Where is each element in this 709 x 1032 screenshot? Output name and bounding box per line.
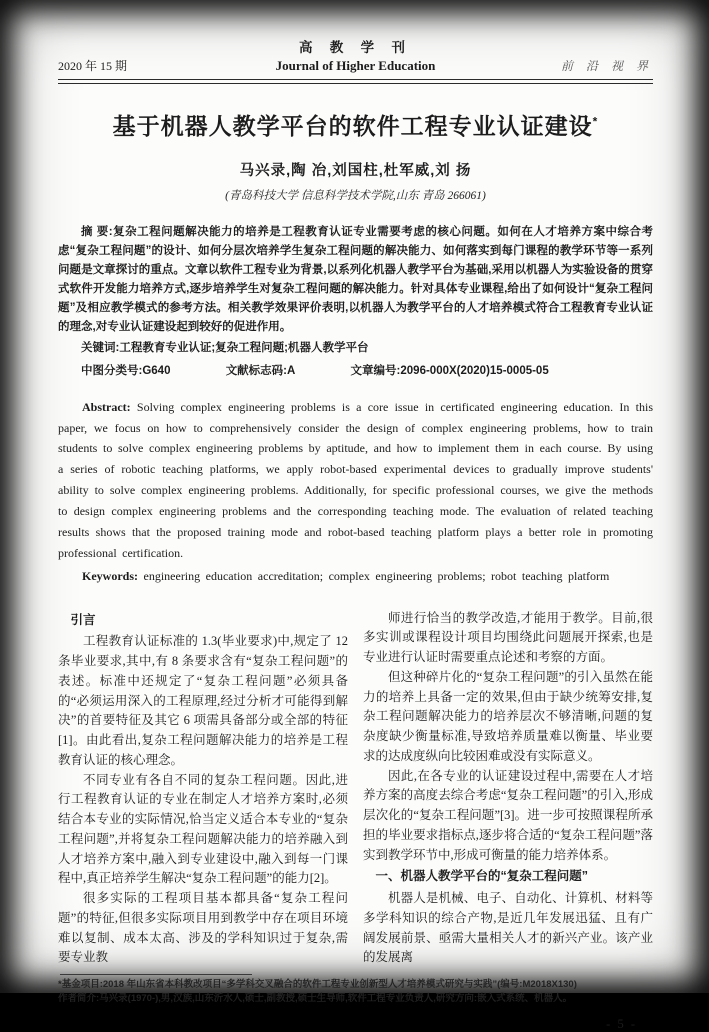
abstract-en [58, 397, 653, 564]
abstract-cn-block [58, 223, 653, 381]
right-column [363, 609, 653, 969]
article-meta-line [58, 362, 653, 381]
title-footnote-mark: * [592, 114, 599, 129]
body-paragraph: 但这种碎片化的“复杂工程问题”的引入虽然在能力的培养上具备一定的效果,但由于缺少统筹安排,复杂工程问题解决能力的培养层次不够清晰,问题的复杂度缺少衡量标准,导致培养质量难以衡量、毕业要求的达成度纵向比较困难或没有实际意义。 [363, 669, 653, 763]
journal-name-en: Journal of Higher Education [275, 58, 436, 73]
footnote-divider [60, 974, 252, 975]
footnote-fund-project: *基金项目:2018 年山东省本科教改项目“多学科交叉融合的软件工程专业创新型人才培养模式研究与实践”(编号:M2018X130) [58, 979, 577, 990]
journal-masthead [58, 36, 653, 74]
body-paragraph: 师进行恰当的教学改造,才能用于教学。目前,很多实训或课程设计项目均围绕此问题展开探索,也是专业进行认证时需要重点论述和考察的方面。 [363, 610, 653, 664]
abstract-en-label: Abstract: [82, 399, 131, 414]
article-id-label: 文章编号: [350, 364, 401, 377]
header-divider [58, 79, 653, 84]
body-columns [58, 609, 653, 969]
article-title-text: 基于机器人教学平台的软件工程专业认证建设 [112, 113, 593, 139]
body-paragraph: 机器人是机械、电子、自动化、计算机、材料等多学科知识的综合产物,是近几年发展迅猛、且有广阔发展前景、亟需大量相关人才的新兴产业。该产业的发展离 [363, 891, 653, 965]
clc-segment [81, 365, 170, 377]
clc-value: G640 [142, 364, 171, 377]
author-list: 马兴录,陶 冶,刘国柱,杜军威,刘 扬 [239, 163, 472, 179]
section-heading-intro: 引言 [70, 612, 96, 627]
abstract-en-block [58, 397, 653, 587]
body-paragraph: 工程教育认证标准的 1.3(毕业要求)中,规定了 12 条毕业要求,其中,有 8 条要求含有“复杂工程问题”的表述。标准中还规定了“复杂工程问题”必须具备的“必须运用深入的工程原理,经过分析才可能得到解决”的首要特征及其它 6 项需具备部分或全部的特征[1]。由此看出,复杂工程问题解决能力的培养是工程教育认证的核心理念。 [58, 634, 348, 767]
abstract-cn-text: 复杂工程问题解决能力的培养是工程教育认证专业需要考虑的核心问题。如何在人才培养方案中综合考虑“复杂工程问题”的设计、如何分层次培养学生复杂工程问题的解决能力、如何落实到每门课程的教学环节等一系列问题是文章探讨的重点。文章以软件工程专业为背景,以系列化机器人教学平台为基础,采用以机器人为实验设备的贯穿式软件开发能力培养方式,逐步培养学生对复杂工程问题的解决能力。针对具体专业课程,给出了如何设计“复杂工程问题”及相应教学模式的参考方法。相关教学效果评价表明,以机器人为教学平台的人才培养模式符合工程教育专业认证的理念,对专业认证建设起到较好的促进作用。 [58, 226, 653, 334]
body-paragraph: 因此,在各专业的认证建设过程中,需要在人才培养方案的高度去综合考虑“复杂工程问题”的引入,形成层次化的“复杂工程问题”[3]。进一步可按照课程所承担的毕业要求指标点,逐步将合适的“复杂工程问题”落实到教学环节中,形成可衡量的能力培养体系。 [363, 768, 653, 862]
doc-code-value: A [287, 364, 296, 377]
abstract-en-text: Solving complex engineering problems is a core issue in certificated engineering education. In this paper, we focus on how to comprehensively consider the design of complex engineering problems, how to train students to solve complex engineering problems by aptitude, and how to implement them in each course. By using a series of robotic teaching platforms, we apply robot-based experimental devices to gradually improve students' ability to solve complex engineering problems. Additionally, for specific professional courses, we give the methods to design complex engineering problems and the corresponding teaching mode. The evaluation of related teaching results shows that the proposed training mode and robot-based teaching platform plays a better role in promoting professional certification. [58, 399, 653, 560]
keywords-en-text: engineering education accreditation; complex engineering problems; robot teaching platform [138, 568, 610, 583]
article-id-segment [351, 365, 549, 377]
keywords-cn-text: 工程教育专业认证;复杂工程问题;机器人教学平台 [119, 342, 369, 355]
keywords-en-label: Keywords: [82, 568, 138, 583]
body-paragraph: 不同专业有各自不同的复杂工程问题。因此,进行工程教育认证的专业在制定人才培养方案时,必须结合本专业的实际情况,恰当定义适合本专业的“复杂工程问题”,并将复杂工程问题解决能力的培养融入到人才培养方案中,融入到专业建设中,融入到每一门课程中,真正培养学生解决“复杂工程问题”的能力[2]。 [58, 772, 348, 886]
left-column [58, 609, 348, 969]
clc-label: 中图分类号: [81, 364, 143, 377]
doc-code-label: 文献标志码: [225, 364, 288, 377]
body-paragraph: 很多实际的工程项目基本都具备“复杂工程问题”的特征,但很多实际项目用到教学中存在项目环境难以复制、成本太高、涉及的学科知识过于复杂,需要专业教 [58, 891, 348, 965]
journal-name-block [178, 36, 533, 74]
article-id-value: 2096-000X(2020)15-0005-05 [400, 364, 549, 377]
keywords-en-line [58, 566, 653, 587]
page-number: - 5 - [606, 1016, 637, 1031]
column-section-label: 前 沿 视 界 [560, 59, 653, 73]
journal-name-cn: 高 教 学 刊 [298, 40, 413, 55]
footnote-author-bio: 作者简介:马兴录(1970-),男,汉族,山东沂水人,硕士,副教授,硕士生导师,软件工程专业负责人,研究方向:嵌入式系统、机器人。 [58, 993, 573, 1005]
abstract-cn [58, 223, 653, 337]
section-heading-1: 一、机器人教学平台的“复杂工程问题” [375, 869, 589, 884]
abstract-cn-label: 摘 要: [81, 226, 113, 238]
article-title [58, 108, 653, 141]
doc-code-segment [226, 365, 296, 377]
affiliation: (青岛科技大学 信息科学技术学院,山东 青岛 266061) [225, 190, 486, 202]
keywords-cn-label: 关键词: [81, 342, 120, 355]
footnote-block [58, 974, 653, 1007]
keywords-cn-line [58, 339, 653, 358]
issue-label: 2020 年 15 期 [58, 59, 128, 73]
